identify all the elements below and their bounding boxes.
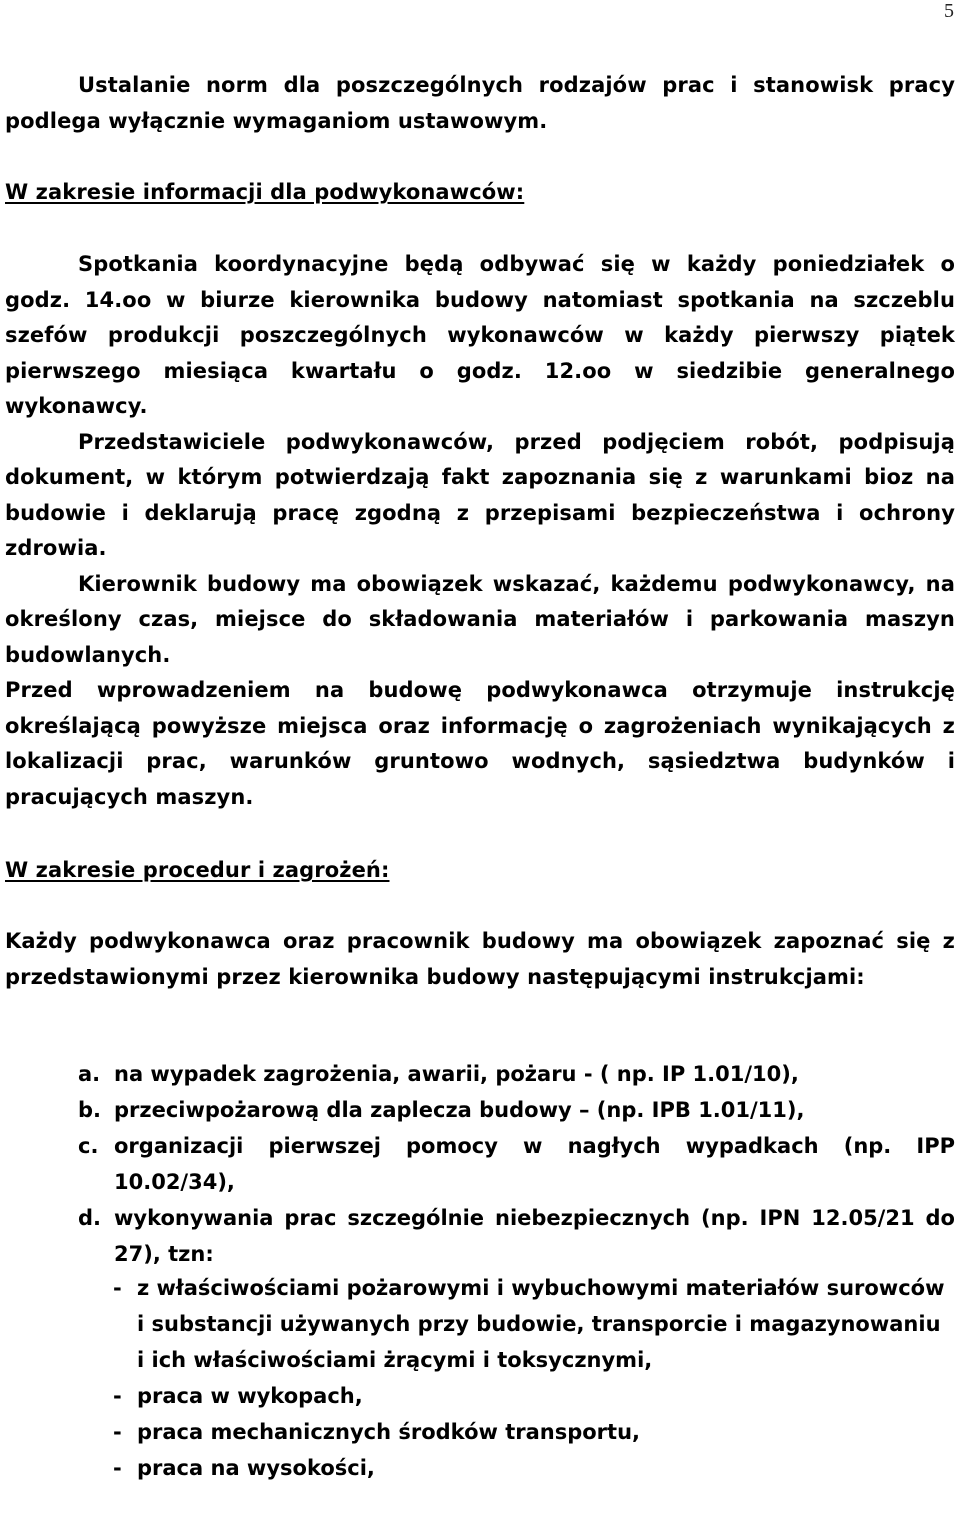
sublist-item (113, 1414, 955, 1450)
list-item-text: na wypadek zagrożenia, awarii, pożaru - ( np. IP 1.01/10), (114, 1062, 799, 1086)
paragraph-meetings: Spotkania koordynacyjne będą odbywać się w każdy poniedziałek o godz. 14.oo w biurze kierownika budowy natomiast spotkania na szczeblu szefów produkcji poszczególnych wykonawców w każdy pierwszy piątek pierwszego miesiąca kwartału o godz. 12.oo w siedzibie generalnego wykonawcy. (5, 252, 955, 418)
sublist-marker: - (113, 1456, 122, 1480)
sublist-item (113, 1378, 955, 1414)
instructions-list (78, 1056, 955, 1272)
sublist-item-text: praca na wysokości, (137, 1456, 375, 1480)
sublist-marker: - (113, 1384, 122, 1408)
sublist-item (113, 1450, 955, 1486)
list-item (78, 1200, 955, 1272)
heading-subcontractor-info: W zakresie informacji dla podwykonawców: (5, 180, 525, 204)
list-marker: a. (78, 1062, 101, 1086)
paragraph-instructions-intro: Każdy podwykonawca oraz pracownik budowy ma obowiązek zapoznać się z przedstawionymi przez kierownika budowy następującymi instrukcjami: (5, 929, 955, 989)
sublist-item-text: praca w wykopach, (137, 1384, 363, 1408)
sublist-marker: - (113, 1276, 122, 1300)
hazards-sublist (113, 1270, 955, 1486)
list-marker: d. (78, 1206, 102, 1230)
paragraph-before-entry: Przed wprowadzeniem na budowę podwykonawca otrzymuje instrukcję określającą powyższe miejsca oraz informację o zagrożeniach wynikających z lokalizacji prac, warunków gruntowo wodnych, sąsiedztwa budynków i pracujących maszyn. (5, 678, 955, 809)
page-number: 5 (944, 0, 954, 22)
sublist-item-text: praca mechanicznych środków transportu, (137, 1420, 641, 1444)
paragraph-site-manager: Kierownik budowy ma obowiązek wskazać, każdemu podwykonawcy, na określony czas, miejsce do składowania materiałów i parkowania maszyn budowlanych. (5, 571, 955, 667)
list-item (78, 1092, 955, 1128)
list-marker: b. (78, 1098, 102, 1122)
sublist-item-text: z właściwościami pożarowymi i wybuchowymi materiałów surowców i substancji używanych przy budowie, transporcie i magazynowaniu i ich właściwościami żrącymi i toksycznymi, (137, 1276, 945, 1372)
list-item-text: wykonywania prac szczególnie niebezpiecznych (np. IPN 12.05/21 do 27), tzn: (114, 1206, 955, 1266)
list-item (78, 1056, 955, 1092)
list-item-text: przeciwpożarową dla zaplecza budowy – (np. IPB 1.01/11), (114, 1098, 805, 1122)
document-body (5, 68, 955, 139)
list-item (78, 1128, 955, 1200)
list-marker: c. (78, 1134, 99, 1158)
sublist-marker: - (113, 1420, 122, 1444)
heading-procedures: W zakresie procedur i zagrożeń: (5, 858, 390, 882)
list-item-text: organizacji pierwszej pomocy w nagłych wypadkach (np. IPP 10.02/34), (114, 1134, 955, 1194)
paragraph-norms: Ustalanie norm dla poszczególnych rodzajów prac i stanowisk pracy podlega wyłącznie wymaganiom ustawowym. (5, 73, 955, 133)
paragraph-representatives: Przedstawiciele podwykonawców, przed podjęciem robót, podpisują dokument, w którym potwierdzają fakt zapoznania się z warunkami bioz na budowie i deklarują pracę zgodną z przepisami bezpieczeństwa i ochrony zdrowia. (5, 429, 955, 560)
sublist-item (113, 1270, 955, 1378)
